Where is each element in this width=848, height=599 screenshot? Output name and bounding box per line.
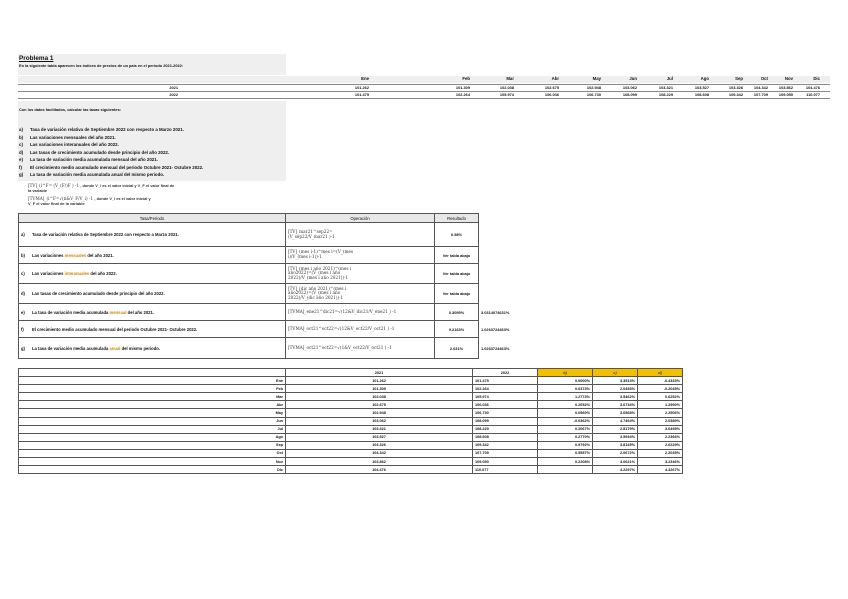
monthly-b-cell: 0.9792%: [538, 441, 593, 449]
results-row: [19, 338, 534, 359]
results-operation-line: [TVMA]_ene21^dic21=√(12&V_dic21/V_ene21 ) -1: [288, 308, 397, 314]
monthly-2021-cell: 103.862: [286, 458, 473, 466]
results-operation-cell: [286, 338, 435, 359]
results-header-operacion: Operación: [286, 214, 435, 223]
monthly-row: [19, 377, 683, 385]
task-letter: e): [19, 157, 23, 162]
results-extra-cell: [479, 264, 534, 284]
task-letter: b): [19, 134, 24, 140]
monthly-row: [19, 393, 683, 401]
monthly-b-cell: -0.0362%: [538, 417, 593, 425]
monthly-2022-cell: 109.050: [473, 458, 538, 466]
monthly-2022-cell: 102.264: [473, 385, 538, 393]
monthly-d-cell: 2.2035%: [638, 449, 683, 457]
price-cell: 103.527: [694, 85, 709, 90]
price-header-month: Abr: [551, 76, 559, 81]
results-value-cell: 0.3095%: [435, 304, 479, 321]
results-task-letter: b): [21, 252, 25, 258]
results-value-cell: 0.2163%: [435, 321, 479, 338]
price-header-month: Oct: [760, 76, 768, 81]
monthly-row: [19, 385, 683, 393]
price-index-table: [18, 76, 830, 98]
monthly-month-cell: May: [19, 409, 286, 417]
monthly-b-cell: 0.2208%: [538, 458, 593, 466]
monthly-b-cell: 0.2770%: [538, 433, 593, 441]
task-text: La tasa de variación media acumulada anual del mismo periodo.: [30, 172, 165, 177]
price-cell: 102.264: [455, 92, 470, 97]
results-task-highlight: interanuales: [64, 271, 90, 276]
task-text: Las tasas de crecimiento acumulado desde principio del año 2022.: [30, 149, 170, 155]
task-letter: f): [19, 164, 22, 170]
price-cell: 102.948: [586, 85, 601, 90]
price-cell: 103.062: [622, 85, 637, 90]
monthly-c-cell: 2.0453%: [593, 385, 638, 393]
price-cell: 110.077: [806, 92, 820, 97]
price-cell: 104.476: [805, 85, 820, 90]
price-header-month: Jun: [629, 76, 637, 81]
results-operation-line: [TV]_(mes i año 2021)^(mes i: [288, 265, 352, 271]
monthly-b-cell: 0.0000%: [538, 377, 593, 385]
results-value-cell: 6.58%: [435, 223, 479, 247]
task-item: [19, 172, 203, 180]
monthly-2021-cell: 103.326: [286, 441, 473, 449]
results-task-text: Las tasas de crecimiento acumulado desde principio del año 2022.: [32, 291, 165, 296]
results-task-text: Las variaciones: [32, 271, 65, 276]
results-operation-line: i)/V_(mes i-1))-1: [288, 254, 322, 259]
formula-tv-note: , donde V_i es el valor inicial y V_F el valor final de: [80, 183, 175, 188]
monthly-d-cell: 0.6252%: [638, 393, 683, 401]
results-value-cell: 2.631%: [435, 338, 479, 359]
monthly-d-cell: 3.6495%: [638, 425, 683, 433]
results-task-text: La tasa de variación media acumulada: [32, 345, 110, 351]
task-item: [19, 135, 203, 143]
monthly-month-cell: Sep: [19, 441, 286, 449]
results-task-cell: [19, 264, 286, 284]
results-value-cell: Ver tabla abajo: [435, 284, 479, 304]
monthly-row: [19, 466, 683, 474]
monthly-2022-cell: 101.475: [473, 377, 538, 385]
results-task-cell: [19, 247, 286, 264]
price-cell: 109.342: [728, 92, 743, 97]
results-task-cell: [19, 321, 286, 338]
price-header-month: Feb: [462, 76, 470, 81]
monthly-row: [19, 417, 683, 425]
monthly-month-cell: Abr: [19, 401, 286, 409]
price-cell: 109.050: [778, 92, 793, 97]
task-item: [19, 157, 203, 165]
price-cell: 101.262: [354, 85, 369, 90]
monthly-c-cell: 3.5934%: [593, 433, 638, 441]
monthly-2021-cell: 101.262: [286, 377, 473, 385]
results-operation-line: (V_sep22/V_mar21 )-1: [288, 233, 335, 239]
task-letter: d): [19, 149, 24, 155]
results-operation-cell: [286, 304, 435, 321]
monthly-2022-cell: 108.229: [473, 425, 538, 433]
results-task-highlight: anual: [109, 345, 121, 351]
results-row: [19, 247, 534, 264]
task-list: [19, 127, 203, 180]
formula-tv-note2: la variable: [28, 188, 48, 193]
monthly-c-cell: 2.0672%: [593, 449, 638, 457]
price-row-year: 2021: [169, 85, 178, 90]
results-task-text: Tasa de variación relativa de Septiembre 2022 con respecto a Marzo 2021.: [32, 232, 179, 237]
price-cell: 108.608: [694, 92, 709, 97]
formula-tv-expr: [TV]_(i^F= (V_(F/)F ) -1: [28, 183, 80, 188]
results-row: [19, 223, 534, 247]
monthly-month-cell: Feb: [19, 385, 286, 393]
monthly-2021-cell: 102.948: [286, 409, 473, 417]
monthly-row: [19, 401, 683, 409]
results-task-letter: e): [21, 309, 25, 315]
monthly-header-d: d): [638, 369, 683, 377]
intro-text: Con los datos facilitados, calcular las tasas siguientes:: [19, 107, 122, 112]
monthly-row: [19, 433, 683, 441]
monthly-2022-cell: 109.342: [473, 441, 538, 449]
results-extra-cell: [479, 284, 534, 304]
price-cell: 108.229: [658, 92, 673, 97]
page-subtitle: En la siguiente tabla aparecen los índices de precios de un país en el periodo 2021-2022:: [19, 62, 184, 68]
monthly-month-cell: Ene: [19, 377, 286, 385]
task-letter: a): [19, 127, 23, 132]
results-task-cell: [19, 223, 286, 247]
monthly-2021-cell: 103.321: [286, 425, 473, 433]
price-cell: 103.321: [658, 85, 673, 90]
results-value-cell: Ver tabla abajo: [435, 247, 479, 264]
price-cell: 103.326: [728, 85, 743, 90]
price-header-month: Nov: [784, 76, 793, 81]
monthly-table: [18, 368, 683, 474]
task-letter: c): [19, 142, 23, 147]
results-task-cell: [19, 284, 286, 304]
monthly-d-cell: 3.2346%: [638, 458, 683, 466]
formula-tvma-expr: [TVMA]_(i^F=√(n&V_F/V_i) -1: [28, 196, 94, 201]
monthly-2021-cell: 103.527: [286, 433, 473, 441]
results-operation-cell: [286, 284, 435, 304]
results-task-text-tail: del año 2021.: [126, 309, 154, 315]
price-cell: 107.709: [753, 92, 768, 97]
monthly-2022-cell: 110.077: [473, 466, 538, 474]
task-item: [19, 127, 203, 135]
monthly-month-cell: Nov: [19, 458, 286, 466]
results-operation-line: [TVMA]_oct21^oct22=√(12&V_oct22/V_oct21 ) -1: [288, 325, 395, 331]
results-task-text: Las variaciones: [32, 252, 65, 258]
monthly-2021-cell: 102.038: [286, 393, 473, 401]
monthly-c-cell: 2.8179%: [593, 425, 638, 433]
monthly-d-cell: 2.2366%: [638, 433, 683, 441]
monthly-month-cell: Oct: [19, 449, 286, 457]
results-operation-line: [TVMA]_oct21^oct22=√(1&V_oct22/V_oct21 ) -1: [288, 344, 392, 350]
results-row: [19, 264, 534, 284]
monthly-c-cell: 3.6734%: [593, 401, 638, 409]
task-text: La tasa de variación media acumulada mensual del año 2021.: [30, 157, 158, 162]
results-task-letter: g): [21, 345, 25, 351]
monthly-c-cell: 4.7464%: [593, 417, 638, 425]
monthly-row: [19, 409, 683, 417]
task-text: Las variaciones interanuales del año 2022.: [30, 142, 119, 147]
task-item: [19, 165, 203, 173]
monthly-c-cell: 3.6568%: [593, 409, 638, 417]
price-cell: 106.036: [544, 92, 559, 97]
monthly-b-cell: 0.2052%: [538, 401, 593, 409]
monthly-2022-cell: 106.730: [473, 409, 538, 417]
monthly-d-cell: 1.2990%: [638, 401, 683, 409]
price-header-month: Ago: [700, 76, 709, 81]
results-task-text-tail: del año 2021.: [86, 252, 114, 258]
monthly-c-cell: 3.3513%: [593, 377, 638, 385]
formula-tvma-note: , donde V_i es el valor inicial y: [94, 196, 151, 201]
price-cell: 108.099: [622, 92, 637, 97]
results-extra-cell: [479, 223, 534, 247]
monthly-month-cell: Ago: [19, 433, 286, 441]
results-task-cell: [19, 338, 286, 359]
monthly-d-cell: 2.0389%: [638, 417, 683, 425]
results-task-letter: a): [21, 232, 25, 237]
monthly-c-cell: 3.5462%: [593, 393, 638, 401]
results-row: [19, 284, 534, 304]
monthly-2022-cell: 106.036: [473, 401, 538, 409]
results-task-cell: [19, 304, 286, 321]
price-header-month: Dic: [813, 76, 820, 81]
monthly-row: [19, 441, 683, 449]
price-cell: 101.475: [354, 92, 369, 97]
monthly-2022-cell: 108.099: [473, 417, 538, 425]
monthly-b-cell: 0.5557%: [538, 449, 593, 457]
results-operation-line: [TV]_(dic año 2021)^(mes i: [288, 285, 347, 291]
price-table-bottom-line: [18, 98, 830, 99]
task-text: Las variaciones mensuales del año 2021.: [30, 134, 116, 140]
results-extra-cell: 3.0314074631%: [481, 309, 510, 315]
monthly-d-cell: 2.6229%: [638, 441, 683, 449]
results-extra-cell: 1.0263724463%: [481, 326, 510, 332]
price-header-month: Jul: [666, 76, 673, 81]
monthly-d-cell: 4.3267%: [638, 466, 683, 474]
monthly-2022-cell: 105.974: [473, 393, 538, 401]
results-operation-line: [TV]_mar21^sep22=: [288, 228, 333, 234]
price-cell: 103.862: [778, 85, 793, 90]
monthly-c-cell: 4.2297%: [593, 466, 638, 474]
results-row: [19, 321, 534, 338]
price-cell: 106.730: [586, 92, 601, 97]
price-header-month: Ene: [361, 76, 369, 81]
price-row-year: 2022: [169, 92, 178, 97]
monthly-2021-cell: 101.309: [286, 385, 473, 393]
results-task-text: El crecimiento medio acumulado mensual del periodo Octubre 2021- Octubre 2022.: [32, 326, 198, 332]
price-cell: 105.974: [499, 92, 514, 97]
task-item: [19, 142, 203, 150]
results-operation-cell: [286, 247, 435, 264]
results-operation-line: 2022)/V_(dic año 2021))-1: [288, 294, 344, 300]
monthly-month-cell: Dic: [19, 466, 286, 474]
monthly-row: [19, 449, 683, 457]
results-table: [18, 213, 534, 359]
formula-tv: [28, 183, 174, 193]
monthly-d-cell: -0.2045%: [638, 385, 683, 393]
monthly-header-c: c): [593, 369, 638, 377]
monthly-month-cell: Mar: [19, 393, 286, 401]
formula-tvma: [28, 196, 151, 206]
monthly-2021-cell: 104.342: [286, 449, 473, 457]
results-header-periodo: Tasa/Periodo: [19, 214, 286, 223]
results-task-text-tail: del mismo periodo.: [120, 345, 161, 351]
monthly-2021-cell: 103.062: [286, 417, 473, 425]
monthly-header-blank: [19, 369, 286, 377]
results-task-highlight: mensuales: [64, 252, 87, 258]
price-cell: 101.309: [455, 85, 470, 90]
price-cell: 104.342: [753, 85, 768, 90]
page-title: Problema 1: [19, 55, 54, 62]
results-operation-line: [TV]_(mes i-1)^mes i=(V_(mes: [288, 249, 354, 255]
monthly-2022-cell: 108.608: [473, 433, 538, 441]
monthly-b-cell: [538, 466, 593, 474]
formula-tvma-note2: V_F el valor final de la variable: [28, 201, 85, 206]
results-operation-line: 2022)/V_(mes i año 2021))-1: [288, 274, 349, 280]
results-task-text: La tasa de variación media acumulada: [32, 309, 110, 315]
results-operation-line: año2022)=(V_(mes i año: [288, 290, 341, 296]
results-row: [19, 304, 534, 321]
results-task-letter: c): [21, 271, 25, 276]
results-header-resultado: Resultado: [435, 214, 479, 223]
monthly-2022-cell: 107.709: [473, 449, 538, 457]
results-task-letter: f): [21, 326, 24, 332]
price-header-month: May: [592, 76, 601, 81]
monthly-c-cell: 3.8149%: [593, 441, 638, 449]
monthly-2021-cell: 102.675: [286, 401, 473, 409]
task-item: [19, 150, 203, 158]
monthly-b-cell: 0.0373%: [538, 385, 593, 393]
monthly-month-cell: Jun: [19, 417, 286, 425]
monthly-b-cell: 0.2067%: [538, 425, 593, 433]
results-operation-cell: [286, 321, 435, 338]
price-cell: 102.675: [544, 85, 559, 90]
monthly-row: [19, 425, 683, 433]
results-value-cell: Ver tabla abajo: [435, 264, 479, 284]
price-header-month: Sep: [735, 76, 743, 81]
monthly-header-2022: 2022: [473, 369, 538, 377]
results-task-letter: d): [21, 291, 25, 296]
monthly-d-cell: 2.2506%: [638, 409, 683, 417]
task-text: Tasa de variación relativa de Septiembre 2022 con respecto a Marzo 2021.: [30, 127, 184, 132]
results-header-extra: [479, 214, 534, 223]
price-header-month: Mar: [506, 76, 514, 81]
results-task-text-tail: del año 2022.: [89, 271, 117, 276]
results-operation-cell: [286, 223, 435, 247]
monthly-c-cell: 3.0621%: [593, 458, 638, 466]
task-letter: g): [19, 172, 24, 177]
monthly-header-b: b): [538, 369, 593, 377]
results-task-highlight: mensual: [109, 309, 127, 315]
monthly-month-cell: Jul: [19, 425, 286, 433]
monthly-row: [19, 458, 683, 466]
task-text: El crecimiento medio acumulado mensual del periodo Octubre 2021- Octubre 2022.: [30, 164, 204, 170]
monthly-d-cell: -0.4333%: [638, 377, 683, 385]
monthly-2021-cell: 104.476: [286, 466, 473, 474]
monthly-b-cell: 0.0960%: [538, 409, 593, 417]
results-operation-cell: [286, 264, 435, 284]
results-operation-line: año2022)=(V_(mes i año: [288, 270, 341, 276]
results-extra-cell: 1.0263724463%: [481, 345, 510, 351]
monthly-header-2021: 2021: [286, 369, 473, 377]
price-cell: 102.038: [499, 85, 514, 90]
results-extra-cell: [479, 247, 534, 264]
monthly-b-cell: 1.2773%: [538, 393, 593, 401]
